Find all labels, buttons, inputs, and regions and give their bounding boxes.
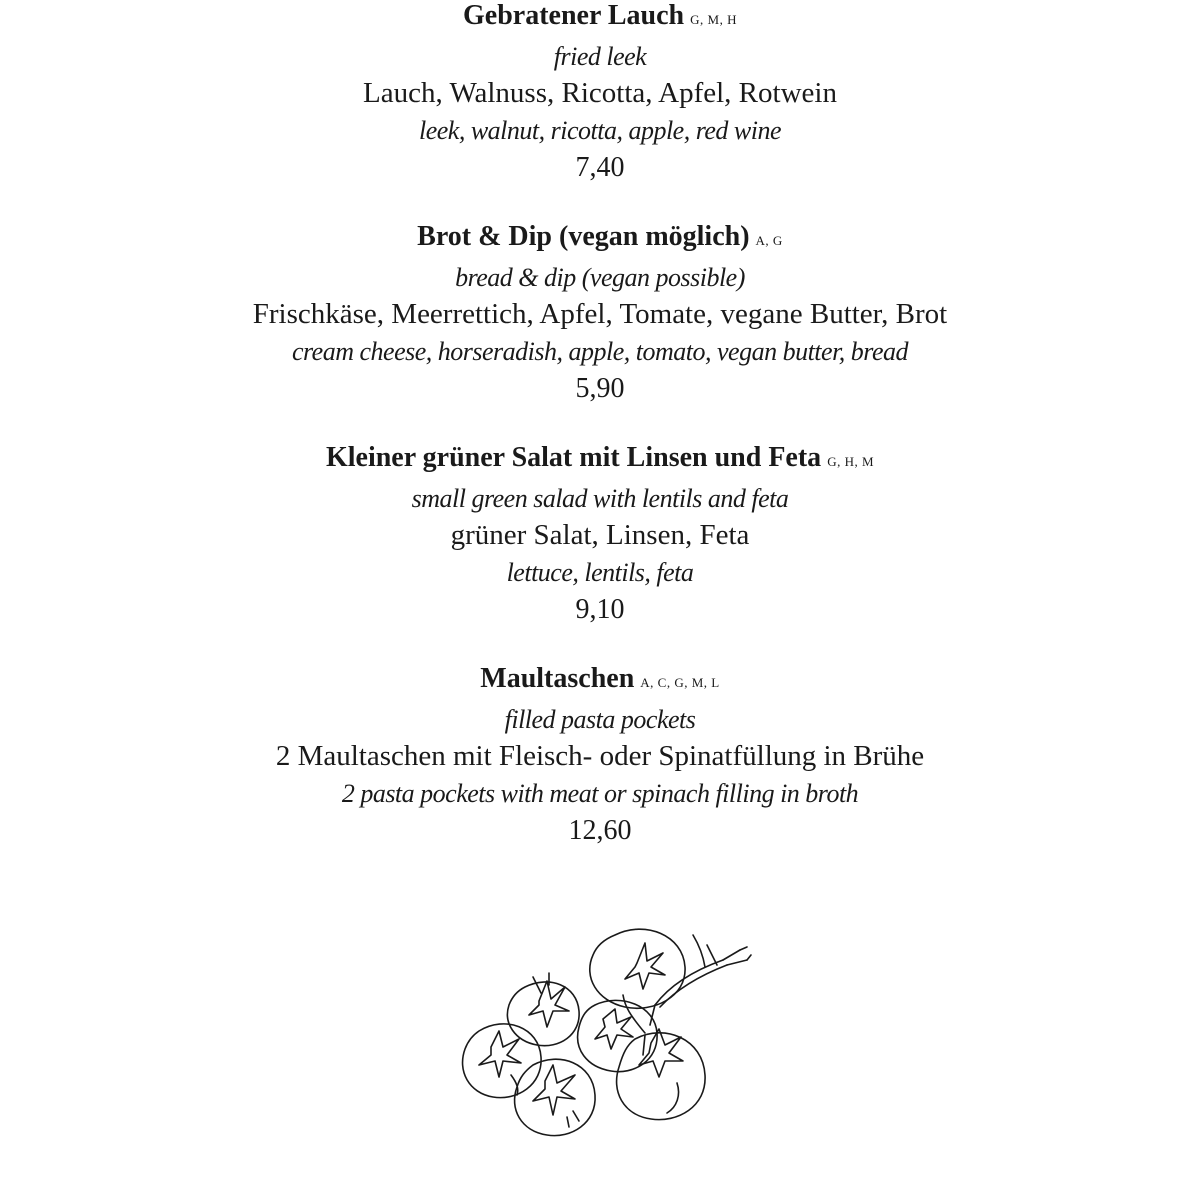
- ingredients-german: Lauch, Walnuss, Ricotta, Apfel, Rotwein: [363, 77, 837, 109]
- ingredients-english: leek, walnut, ricotta, apple, red wine: [418, 116, 782, 145]
- dish-price: 12,60: [568, 815, 632, 846]
- ingredients-german: Frischkäse, Meerrettich, Apfel, Tomate, vegane Butter, Brot: [252, 298, 948, 330]
- ingredients-german: 2 Maultaschen mit Fleisch- oder Spinatfüllung in Brühe: [275, 740, 925, 772]
- dish-name-english: fried leek: [553, 42, 647, 71]
- dish-price: 7,40: [575, 152, 625, 183]
- allergen-codes: A, G: [755, 233, 783, 248]
- allergen-codes: G, M, H: [690, 12, 737, 27]
- menu-item-kleiner-salat: [0, 439, 1200, 628]
- menu-item-brot-dip: [0, 218, 1200, 407]
- dish-name: Kleiner grüner Salat mit Linsen und Feta: [325, 442, 822, 473]
- dish-name: Maultaschen: [480, 663, 635, 694]
- ingredients-english: 2 pasta pockets with meat or spinach filling in broth: [341, 779, 859, 808]
- ingredients-english: cream cheese, horseradish, apple, tomato, vegan butter, bread: [291, 337, 908, 366]
- dish-name: Brot & Dip (vegan möglich): [417, 221, 750, 252]
- dish-name-english: small green salad with lentils and feta: [411, 484, 789, 513]
- dish-name-english: bread & dip (vegan possible): [455, 263, 745, 292]
- menu-item-maultaschen: [0, 660, 1200, 849]
- dish-price: 9,10: [575, 594, 625, 625]
- cherry-tomatoes-drawing-icon: [455, 915, 765, 1150]
- dish-price: 5,90: [575, 373, 625, 404]
- menu-item-gebratener-lauch: [0, 0, 1200, 186]
- allergen-codes: G, H, M: [827, 454, 875, 469]
- ingredients-english: lettuce, lentils, feta: [506, 558, 694, 587]
- allergen-codes: A, C, G, M, L: [640, 675, 720, 690]
- dish-name-english: filled pasta pockets: [504, 705, 696, 734]
- dish-name: Gebratener Lauch: [463, 0, 685, 31]
- ingredients-german: grüner Salat, Linsen, Feta: [450, 519, 750, 551]
